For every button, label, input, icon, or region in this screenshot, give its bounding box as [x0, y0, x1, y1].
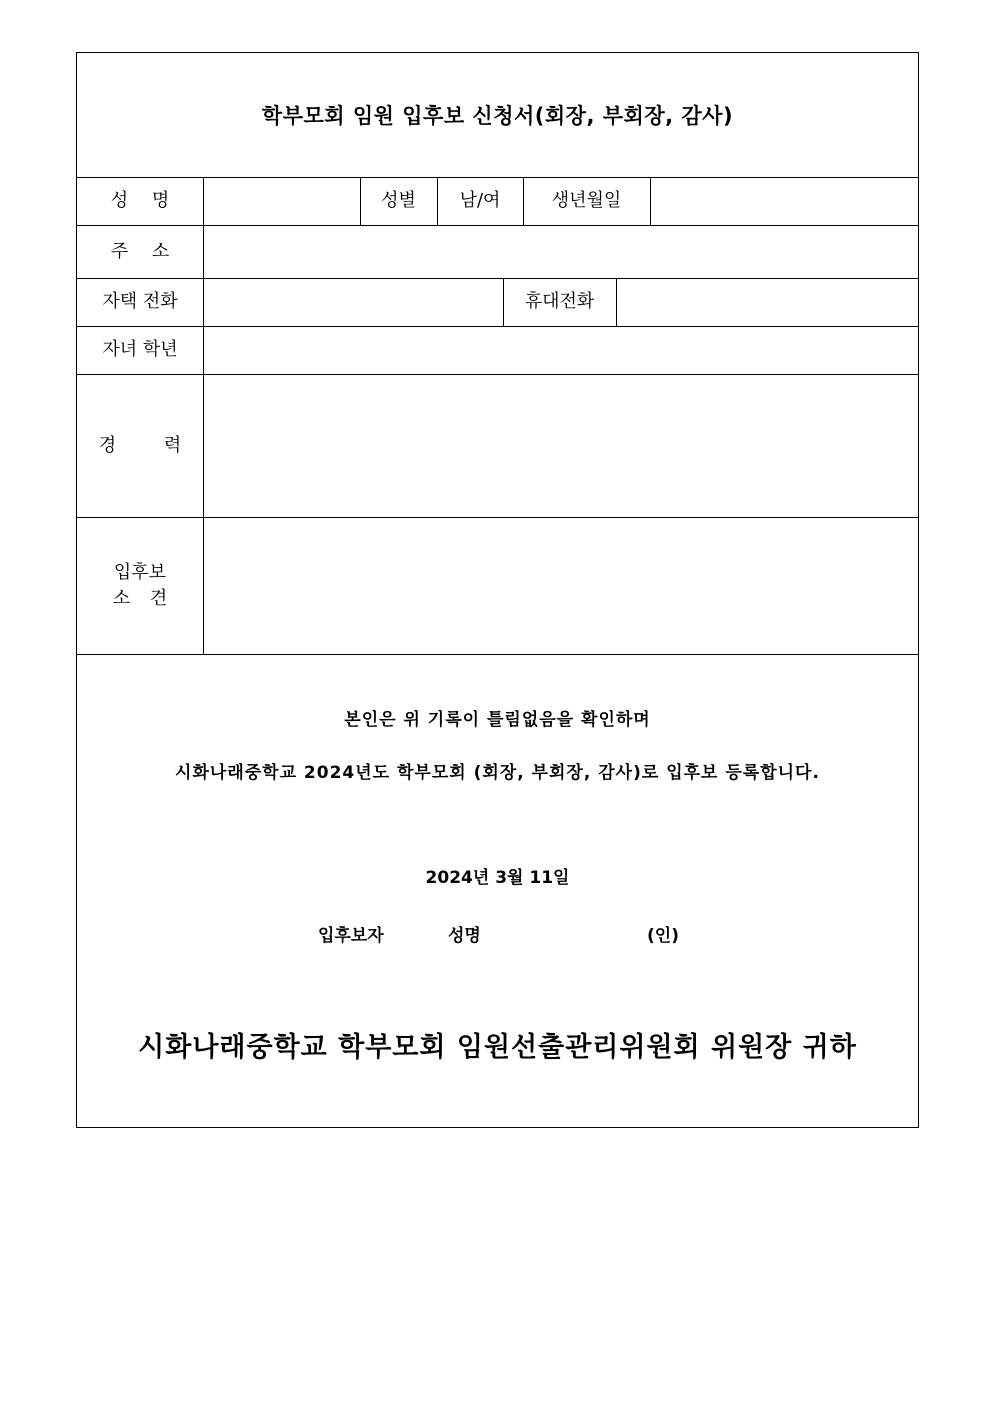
form-title: 학부모회 임원 입후보 신청서(회장, 부회장, 감사) [261, 104, 734, 128]
birthdate-label: 생년월일 [551, 190, 622, 211]
divider [77, 654, 918, 655]
statement-field[interactable] [204, 518, 916, 654]
declaration-line1: 본인은 위 기록이 틀림없음을 확인하며 [344, 710, 651, 730]
gender-field[interactable]: 남/여 [459, 190, 501, 211]
address-field[interactable] [204, 226, 916, 278]
signature-name-field[interactable] [497, 915, 642, 945]
career-label-text: 경 력 [98, 434, 182, 456]
seal-label: (인) [647, 926, 679, 946]
name-label-text: 성 명 [110, 190, 170, 211]
declaration-date: 2024년 3월 11일 [425, 868, 570, 888]
address-label-text: 주 소 [110, 240, 170, 262]
candidate-label: 입후보자 [318, 926, 384, 946]
name-label [77, 177, 203, 225]
statement-label-line1: 입후보 [113, 561, 167, 583]
declaration-line2: 시화나래중학교 2024년도 학부모회 (회장, 부회장, 감사)로 입후보 등록합니다. [175, 763, 820, 783]
gender-label: 성별 [381, 190, 416, 211]
career-field[interactable] [204, 375, 916, 517]
addressee: 시화나래중학교 학부모회 임원선출관리위원회 위원장 귀하 [138, 1032, 857, 1063]
birthdate-field[interactable] [651, 178, 916, 225]
home-phone-label: 자택 전화 [102, 291, 178, 312]
mobile-label: 휴대전화 [524, 291, 595, 312]
address-label [77, 225, 203, 278]
name-field[interactable] [204, 178, 360, 225]
statement-label-line2: 소 견 [112, 587, 168, 609]
signature-name-label: 성명 [448, 926, 481, 946]
career-label [77, 374, 203, 517]
child-grade-field[interactable] [204, 327, 916, 374]
home-phone-field[interactable] [204, 279, 503, 326]
application-form [76, 52, 919, 1128]
statement-label [77, 517, 203, 654]
child-grade-label: 자녀 학년 [102, 339, 178, 360]
mobile-field[interactable] [617, 279, 916, 326]
